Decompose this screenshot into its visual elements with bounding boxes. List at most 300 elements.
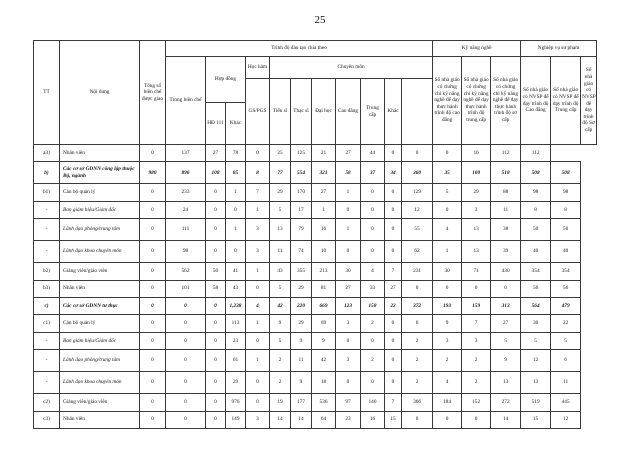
header-college: Cao đẳng <box>336 79 361 145</box>
table-cell: 0 <box>491 280 521 297</box>
table-cell: 2 <box>433 350 462 372</box>
table-cell: 55 <box>402 219 433 241</box>
table-cell: 0 <box>385 372 402 394</box>
table-cell: 88 <box>491 184 521 201</box>
table-cell: 61 <box>226 350 246 372</box>
table-cell: 0 <box>206 184 226 201</box>
table-cell: 30 <box>521 315 551 332</box>
table-cell: 3 <box>462 332 491 349</box>
table-cell: 15 <box>385 411 402 428</box>
table-row <box>34 332 597 349</box>
table-cell: 43 <box>226 280 246 297</box>
table-cell: 50 <box>206 263 226 280</box>
table-cell: 3 <box>246 411 270 428</box>
table-row <box>34 350 597 372</box>
row-index: b3) <box>34 280 60 297</box>
table-cell: 37 <box>361 162 385 184</box>
header-content: Nội dung <box>60 41 140 145</box>
table-cell: 81 <box>312 280 336 297</box>
table-cell: 43 <box>270 263 291 280</box>
table-row <box>34 162 597 184</box>
table-cell: 38 <box>491 219 521 241</box>
table-cell: 980 <box>140 162 166 184</box>
table-cell: 29 <box>226 372 246 394</box>
table-cell: 137 <box>166 145 206 162</box>
table-cell: 0 <box>140 372 166 394</box>
table-cell: 12 <box>551 411 581 428</box>
table-cell: 125 <box>291 145 312 162</box>
table-cell: 23 <box>226 332 246 349</box>
table-cell: 1 <box>226 184 246 201</box>
table-cell: 0 <box>246 332 270 349</box>
table-cell: 27 <box>206 145 226 162</box>
table-cell: 123 <box>336 297 361 314</box>
table-cell: 40 <box>521 241 551 263</box>
table-cell: 0 <box>140 332 166 349</box>
table-cell: 0 <box>140 297 166 314</box>
table-cell: 7 <box>246 184 270 201</box>
header-staff-quota: Trong biên chế <box>166 57 206 145</box>
table-cell: 158 <box>361 297 385 314</box>
header-tt: TT <box>34 41 60 145</box>
table-cell: 177 <box>291 394 312 411</box>
header-nvsp-college: Số nhà giáo có NVSP để dạy trình độ Cao đẳng <box>521 57 551 145</box>
table-cell: 56 <box>521 280 551 297</box>
table-cell: 0 <box>140 201 166 218</box>
table-cell: 0 <box>385 241 402 263</box>
table-cell: 27 <box>385 280 402 297</box>
header-nvsp-elementary: Số nhà giáo có NVSP để dạy trình độ Sơ cấp <box>581 57 597 145</box>
table-row <box>34 297 597 314</box>
table-row <box>34 315 597 332</box>
header-total-quota: Tổng số biên chế được giao <box>140 41 166 145</box>
table-cell: 0 <box>246 280 270 297</box>
table-cell: 355 <box>291 263 312 280</box>
row-label: Lãnh đạo khoa chuyên môn <box>60 372 140 394</box>
table-cell: 3 <box>336 350 361 372</box>
staff-statistics-table <box>33 40 597 429</box>
table-cell: 11 <box>291 350 312 372</box>
table-cell: 231 <box>402 263 433 280</box>
page-number: 25 <box>314 14 326 26</box>
table-cell: 8 <box>521 201 551 218</box>
table-cell: 5 <box>551 332 581 349</box>
row-label: Nhân viên <box>60 280 140 297</box>
table-cell: 11 <box>491 201 521 218</box>
table-row <box>34 280 597 297</box>
table-cell: 2 <box>361 350 385 372</box>
table-cell: 321 <box>312 162 336 184</box>
table-cell: 30 <box>433 263 462 280</box>
header-pedagogy: Nghiệp vụ sư phạm <box>521 41 597 57</box>
table-cell: 50 <box>521 219 551 241</box>
table-cell: 108 <box>206 162 226 184</box>
table-cell: 11 <box>270 241 291 263</box>
table-cell: 0 <box>402 280 433 297</box>
table-cell: 1,238 <box>226 297 246 314</box>
row-label: Giảng viên/giáo viên <box>60 394 140 411</box>
table-cell: 56 <box>551 280 581 297</box>
table-cell: 0 <box>246 145 270 162</box>
table-cell: 5 <box>521 332 551 349</box>
table-cell: 0 <box>385 315 402 332</box>
table-cell: 62 <box>402 241 433 263</box>
table-cell: 213 <box>312 263 336 280</box>
table-cell: 479 <box>551 297 581 314</box>
row-index: b1) <box>34 184 60 201</box>
table-cell: 0 <box>385 201 402 218</box>
row-label: Giảng viên/giáo viên <box>60 263 140 280</box>
table-cell: 64 <box>312 411 336 428</box>
table-cell: 0 <box>206 219 226 241</box>
table-cell: 35 <box>433 162 462 184</box>
table-cell: 129 <box>402 184 433 201</box>
table-cell: 554 <box>291 162 312 184</box>
table-cell: 5 <box>270 201 291 218</box>
row-index: c) <box>34 297 60 314</box>
table-cell: 8 <box>551 201 581 218</box>
table-header <box>34 41 597 145</box>
table-cell: 5 <box>433 184 462 201</box>
table-cell: 100 <box>462 162 491 184</box>
row-label: Ban giám hiệu/Giám đốc <box>60 332 140 349</box>
table-cell: 98 <box>551 184 581 201</box>
table-row <box>34 184 597 201</box>
table-cell: 25 <box>270 145 291 162</box>
table-cell: 4 <box>246 297 270 314</box>
row-label: Nhân viên <box>60 145 140 162</box>
row-index: - <box>34 332 60 349</box>
table-cell: 98 <box>521 184 551 201</box>
table-cell: 0 <box>246 394 270 411</box>
row-index: a3) <box>34 145 60 162</box>
table-cell: 5 <box>270 280 291 297</box>
table-cell: 0 <box>361 241 385 263</box>
table-cell: 9 <box>433 315 462 332</box>
table-cell: 16 <box>312 219 336 241</box>
table-cell: 536 <box>312 394 336 411</box>
table-cell: 0 <box>206 372 226 394</box>
table-cell: 112 <box>491 145 521 162</box>
table-cell: 0 <box>206 201 226 218</box>
table-cell: 11 <box>551 372 581 394</box>
table-cell: 29 <box>462 184 491 201</box>
table-cell: 29 <box>291 280 312 297</box>
table-cell: 85 <box>226 162 246 184</box>
table-cell: 79 <box>291 219 312 241</box>
row-label: Cán bộ quản lý <box>60 184 140 201</box>
table-cell: 0 <box>402 145 433 162</box>
table-cell: 12 <box>402 201 433 218</box>
table-row <box>34 219 597 241</box>
table-cell: 5 <box>270 332 291 349</box>
table-cell: 30 <box>336 263 361 280</box>
table-cell: 372 <box>402 297 433 314</box>
table-cell: 9 <box>291 332 312 349</box>
table-cell: 69 <box>312 315 336 332</box>
table-cell: 71 <box>462 263 491 280</box>
table-cell: 149 <box>226 411 246 428</box>
header-expertise: Chuyên môn <box>270 57 433 79</box>
table-cell: 3 <box>462 201 491 218</box>
table-cell: 19 <box>270 394 291 411</box>
table-cell: 0 <box>226 201 246 218</box>
table-cell: 0 <box>361 201 385 218</box>
table-cell: 508 <box>551 162 581 184</box>
table-cell: 0 <box>140 184 166 201</box>
table-cell: 29 <box>270 184 291 201</box>
table-cell: 0 <box>166 394 206 411</box>
table-cell: 0 <box>402 411 433 428</box>
table-cell: 2 <box>270 372 291 394</box>
header-hd111: HĐ 111 <box>206 103 226 145</box>
row-index: b2) <box>34 263 60 280</box>
table-cell: 0 <box>385 184 402 201</box>
table-cell: 112 <box>521 145 551 162</box>
table-cell: 669 <box>312 297 336 314</box>
table-cell: 98 <box>166 241 206 263</box>
table-cell: 0 <box>385 145 402 162</box>
table-cell: 360 <box>402 162 433 184</box>
table-cell: 220 <box>291 297 312 314</box>
table-cell: 17 <box>291 201 312 218</box>
header-nvsp-intermediate: Số nhà giáo có NVSP để dạy trình độ Trung cấp <box>551 57 581 145</box>
row-label: Ban giám hiệu/Giám đốc <box>60 201 140 218</box>
table-cell: 1 <box>246 315 270 332</box>
table-cell: 3 <box>246 219 270 241</box>
row-index: c2) <box>34 394 60 411</box>
table-row <box>34 145 597 162</box>
table-cell: 0 <box>206 394 226 411</box>
table-cell: 29 <box>291 315 312 332</box>
table-cell: 0 <box>385 219 402 241</box>
table-cell: 14 <box>491 411 521 428</box>
table-cell: 366 <box>402 394 433 411</box>
header-training-level: Trình độ đào tạo chia theo <box>166 41 433 57</box>
table-cell: 39 <box>491 241 521 263</box>
table-cell: 22 <box>385 297 402 314</box>
table-cell: 101 <box>166 280 206 297</box>
table-cell: 0 <box>246 372 270 394</box>
table-cell: 0 <box>336 332 361 349</box>
table-cell: 0 <box>361 184 385 201</box>
table-cell: 21 <box>312 145 336 162</box>
table-cell: 0 <box>140 350 166 372</box>
table-cell: 0 <box>206 411 226 428</box>
header-skill-college: Số nhà giáo có chứng chỉ kỹ năng nghề để dạy thực hành trình độ cao đẳng <box>433 57 462 145</box>
table-cell: 0 <box>433 201 462 218</box>
header-master: Thạc sĩ <box>291 79 312 145</box>
table-cell: 8 <box>246 162 270 184</box>
table-cell: 12 <box>521 350 551 372</box>
table-row <box>34 263 597 280</box>
table-cell: 9 <box>312 332 336 349</box>
table-cell: 78 <box>226 145 246 162</box>
table-cell: 0 <box>166 350 206 372</box>
table-cell: 1 <box>312 201 336 218</box>
table-cell: 0 <box>336 241 361 263</box>
table-cell: 13 <box>462 241 491 263</box>
row-label: Lãnh đạo phòng/trung tâm <box>60 219 140 241</box>
table-cell: 1 <box>226 219 246 241</box>
table-cell: 2 <box>270 350 291 372</box>
table-cell: 159 <box>462 297 491 314</box>
table-cell: 1 <box>246 350 270 372</box>
table-cell: 33 <box>361 280 385 297</box>
table-cell: 0 <box>166 315 206 332</box>
table-cell: 233 <box>166 184 206 201</box>
table-cell: 0 <box>206 332 226 349</box>
table-cell: 23 <box>336 411 361 428</box>
table-cell: 24 <box>166 201 206 218</box>
table-cell: 113 <box>226 315 246 332</box>
table-cell: 0 <box>361 372 385 394</box>
table-cell: 0 <box>140 315 166 332</box>
row-label: Các cơ sở GDNN tư thục <box>60 297 140 314</box>
row-label: Lãnh đạo khoa chuyên môn <box>60 241 140 263</box>
table-cell: 0 <box>140 394 166 411</box>
table-cell: 2 <box>402 332 433 349</box>
table-cell: 0 <box>166 332 206 349</box>
table-cell: 1 <box>246 201 270 218</box>
header-expertise-other: Khác <box>385 79 402 145</box>
header-skill-intermediate: Số nhà giáo có chứng chỉ kỹ năng nghề để dạy thực hành trình độ trung cấp <box>462 57 491 145</box>
row-label: Cán bộ quản lý <box>60 315 140 332</box>
table-cell: 0 <box>140 263 166 280</box>
table-cell: 0 <box>336 372 361 394</box>
table-cell: 7 <box>462 315 491 332</box>
table-cell: 0 <box>140 280 166 297</box>
table-cell: 1 <box>433 241 462 263</box>
table-cell: 0 <box>206 350 226 372</box>
table-cell: 6 <box>551 350 581 372</box>
table-cell: 42 <box>312 350 336 372</box>
table-cell: 4 <box>433 372 462 394</box>
table-cell: 3 <box>433 332 462 349</box>
row-index: - <box>34 201 60 218</box>
table-cell: 508 <box>521 162 551 184</box>
table-row <box>34 411 597 428</box>
header-doctor: Tiến sĩ <box>270 79 291 145</box>
table-cell: 0 <box>361 219 385 241</box>
table-cell: 9 <box>491 350 521 372</box>
row-index: b) <box>34 162 60 184</box>
table-cell: 15 <box>521 411 551 428</box>
table-cell: 354 <box>521 263 551 280</box>
table-cell: 0 <box>166 411 206 428</box>
table-cell: 0 <box>206 315 226 332</box>
table-cell: 6 <box>402 315 433 332</box>
table-cell: 0 <box>385 332 402 349</box>
header-university: Đại học <box>312 79 336 145</box>
header-gs-pgs: GS/PGS <box>246 79 270 145</box>
table-cell: 74 <box>291 241 312 263</box>
table-cell: 4 <box>361 263 385 280</box>
header-contract: Hợp đồng <box>206 57 246 103</box>
table-cell: 562 <box>166 263 206 280</box>
table-cell: 2 <box>462 350 491 372</box>
table-cell: 14 <box>291 411 312 428</box>
table-cell: 0 <box>206 297 226 314</box>
table-cell: 97 <box>336 394 361 411</box>
table-cell: 519 <box>521 394 551 411</box>
row-label: Lãnh đạo phòng/trung tâm <box>60 350 140 372</box>
table-cell: 14 <box>270 411 291 428</box>
table-cell: 0 <box>385 350 402 372</box>
table-cell: 50 <box>551 219 581 241</box>
table-cell: 34 <box>385 162 402 184</box>
row-index: c3) <box>34 411 60 428</box>
table-cell: 9 <box>270 315 291 332</box>
table-cell: 16 <box>361 411 385 428</box>
table-body <box>34 145 597 429</box>
table-cell: 0 <box>433 280 462 297</box>
table-cell: 430 <box>491 263 521 280</box>
table-cell: 2 <box>462 372 491 394</box>
table-cell: 27 <box>491 315 521 332</box>
table-cell: 313 <box>491 297 521 314</box>
table-cell: 564 <box>521 297 551 314</box>
table-cell: 0 <box>433 145 462 162</box>
row-index: - <box>34 241 60 263</box>
table-cell: 13 <box>270 219 291 241</box>
table-cell: 2 <box>402 350 433 372</box>
table-cell: 41 <box>226 263 246 280</box>
header-vocational-skill: Kỹ năng nghề <box>433 41 521 57</box>
table-cell: 0 <box>206 241 226 263</box>
row-index: - <box>34 350 60 372</box>
header-contract-other: Khác <box>226 103 246 145</box>
table-cell: 170 <box>291 184 312 201</box>
table-cell: 1 <box>336 219 361 241</box>
table-cell: 111 <box>166 219 206 241</box>
table-cell: 13 <box>462 219 491 241</box>
table-cell: 27 <box>336 280 361 297</box>
table-cell: 4 <box>433 219 462 241</box>
table-cell: 27 <box>336 145 361 162</box>
table-cell: 18 <box>312 372 336 394</box>
table-cell: 976 <box>226 394 246 411</box>
row-index: - <box>34 372 60 394</box>
table-cell: 3 <box>336 315 361 332</box>
table-cell: 0 <box>140 145 166 162</box>
table-cell: 10 <box>312 241 336 263</box>
row-index: - <box>34 219 60 241</box>
table-cell: 1 <box>336 184 361 201</box>
table-cell: 2 <box>402 372 433 394</box>
table-cell: 152 <box>462 394 491 411</box>
table-cell: 0 <box>462 411 491 428</box>
table-cell: 0 <box>166 297 206 314</box>
table-cell: 27 <box>312 184 336 201</box>
header-intermediate: Trung cấp <box>361 79 385 145</box>
table-cell: 0 <box>226 241 246 263</box>
table-cell: 184 <box>433 394 462 411</box>
table-row <box>34 372 597 394</box>
table-cell: 0 <box>140 241 166 263</box>
table-cell: 0 <box>462 280 491 297</box>
header-academic-title: Học hàm <box>246 57 270 79</box>
table-cell: 40 <box>551 241 581 263</box>
table-cell: 0 <box>140 411 166 428</box>
table-cell: 445 <box>551 394 581 411</box>
table-cell: 58 <box>206 280 226 297</box>
table-cell: 0 <box>433 411 462 428</box>
table-cell: 140 <box>361 394 385 411</box>
row-label: Nhân viên <box>60 411 140 428</box>
table-cell: 0 <box>140 219 166 241</box>
table-cell: 1 <box>246 263 270 280</box>
